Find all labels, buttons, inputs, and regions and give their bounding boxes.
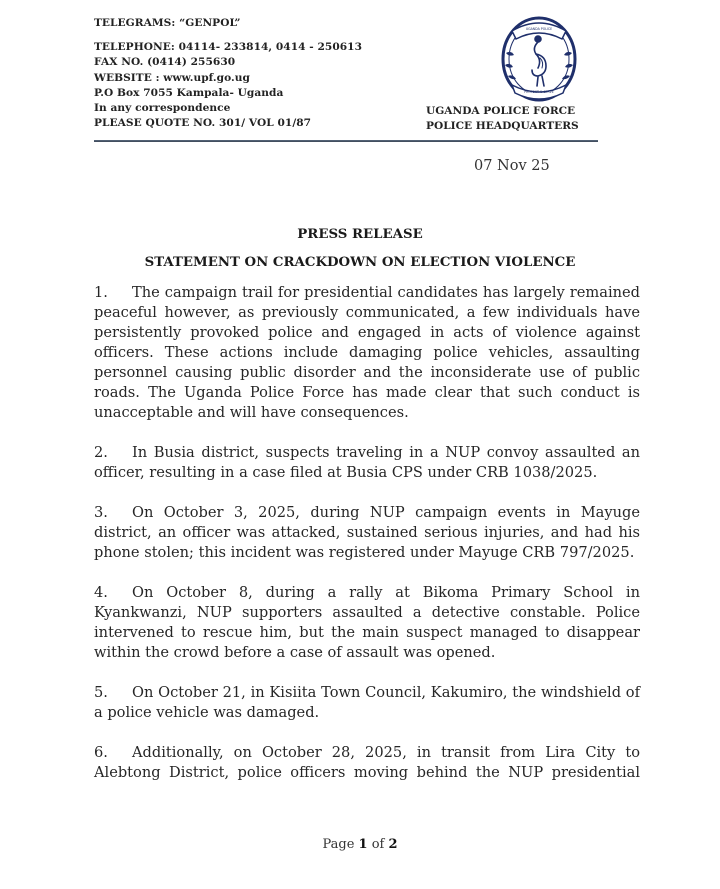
paragraph-number: 4. (94, 584, 108, 601)
paragraph-5 (94, 683, 640, 723)
page-number-footer (0, 837, 720, 852)
paragraph-number: 5. (94, 684, 108, 701)
org-unit: POLICE HEADQUARTERS (426, 120, 579, 133)
fax-line: FAX NO. (0414) 255630 (94, 56, 236, 69)
paragraph-text: On October 3, 2025, during NUP campaign events in Mayuge district, an officer was attacked, sustained serious injuries, and had his phone stolen; this incident was registered under Mayuge CRB 797/2025. (94, 504, 640, 561)
document-title: PRESS RELEASE (297, 227, 423, 242)
letterhead-org-block (426, 104, 579, 134)
paragraph-4 (94, 583, 640, 663)
crest-top-text: UGANDA POLICE (525, 27, 553, 31)
org-name: UGANDA POLICE FORCE (426, 105, 576, 117)
paragraph-number: 2. (94, 444, 108, 461)
document-body (94, 283, 640, 803)
paragraph-text: Additionally, on October 28, 2025, in transit from Lira City to Alebtong District, police officers moving behind the NUP presidential (94, 744, 640, 781)
letterhead-contact-block (94, 16, 362, 131)
po-box-line: P.O Box 7055 Kampala- Uganda (94, 86, 284, 99)
paragraph-number: 1. (94, 284, 108, 301)
paragraph-text: The campaign trail for presidential candidates has largely remained peaceful however, as previously communicated, a few individuals have persistently provoked police and engaged in acts of violence against officers. These actions include damaging police vehicles, assaulting personnel causing public disorder and the inconsiderate use of public roads. The Uganda Police Force has made clear that such conduct is unacceptable and will have consequences. (94, 284, 640, 421)
correspondence-line: In any correspondence (94, 102, 231, 115)
quote-number-line: PLEASE QUOTE NO. 301/ VOL 01/87 (94, 117, 312, 130)
paragraph-6 (94, 743, 640, 783)
paragraph-number: 6. (94, 744, 108, 761)
paragraph-3 (94, 503, 640, 563)
paragraph-text: In Busia district, suspects traveling in a NUP convoy assaulted an officer, resulting in a case filed at Busia CPS under CRB 1038/2025. (94, 444, 640, 481)
of-label: of (371, 837, 385, 852)
total-pages-number: 2 (388, 837, 398, 852)
telegrams-line: TELEGRAMS: “GENPOL” (94, 17, 241, 29)
paragraph-1 (94, 283, 640, 423)
letterhead-divider (94, 140, 598, 142)
paragraph-text: On October 21, in Kisiita Town Council, Kakumiro, the windshield of a police vehicle was damaged. (94, 684, 640, 721)
website-line: WEBSITE : www.upf.go.ug (94, 71, 250, 84)
police-crest-logo (498, 13, 580, 103)
page-label: Page (322, 837, 355, 852)
current-page-number: 1 (358, 837, 368, 852)
paragraph-text: On October 8, during a rally at Bikoma Primary School in Kyankwanzi, NUP supporters assaulted a detective constable. Police intervened to rescue him, but the main suspect managed to disappear within the crowd before a case of assault was opened. (94, 584, 640, 661)
telephone-line: TELEPHONE: 04114- 233814, 0414 - 250613 (94, 41, 363, 54)
paragraph-2 (94, 443, 640, 483)
document-subtitle: STATEMENT ON CRACKDOWN ON ELECTION VIOLENCE (144, 255, 576, 270)
paragraph-number: 3. (94, 504, 108, 521)
crest-bottom-text: PROTECT & SERVE (524, 90, 554, 94)
document-date: 07 Nov 25 (474, 158, 550, 174)
